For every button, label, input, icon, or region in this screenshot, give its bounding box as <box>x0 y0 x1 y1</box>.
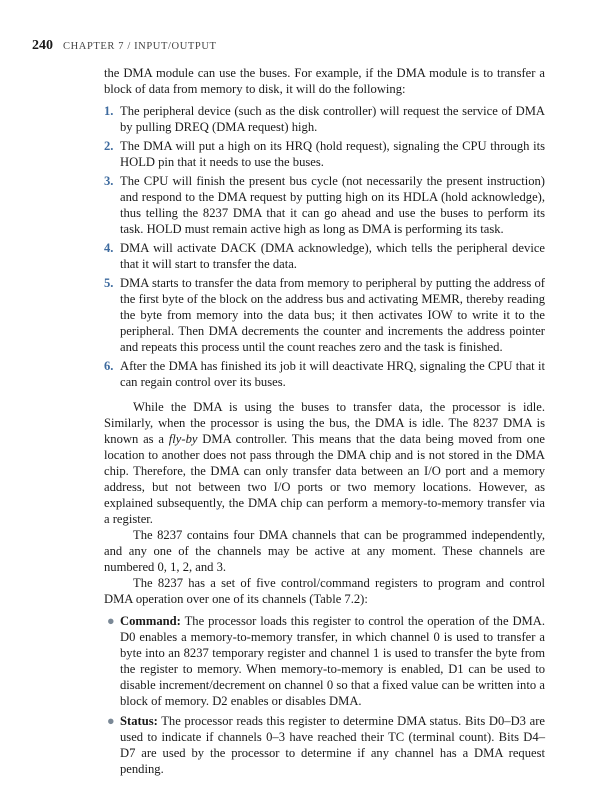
bullet-icon: ● <box>107 714 115 728</box>
list-item <box>104 613 545 709</box>
registers-list <box>104 613 545 777</box>
list-item <box>104 358 545 390</box>
channels-paragraph: The 8237 contains four DMA channels that can be programmed independently, and any one of the channels may be active at any moment. These channels are numbered 0, 1, 2, and 3. <box>104 528 545 574</box>
register-description: The processor loads this register to control the operation of the DMA. D0 enables a memory-to-memory transfer, in which channel 0 is used to transfer a byte into an 8237 temporary register and channel 1 is used to transfer the byte from the register to memory. When memory-to-memory is enabled, D1 can be used to disable increment/decrement on channel 0 so that a fixed value can be written into a block of memory. D2 enables or disables DMA. <box>120 614 545 708</box>
step-text: The DMA will put a high on its HRQ (hold request), signaling the CPU through its HOLD pin that it needs to use the buses. <box>120 139 545 169</box>
fly-by-paragraph: While the DMA is using the buses to transfer data, the processor is idle. Similarly, when the processor is using the bus, the DMA is idle. The 8237 DMA is known as a fly-by DMA controller. This means that the data being moved from one location to another does not pass through the DMA chip and is not stored in the DMA chip. Therefore, the DMA can only transfer data between an I/O port and a memory address, but not between two I/O ports or two memory locations. However, as explained subsequently, the DMA chip can perform a memory-to-memory transfer via a register. <box>104 400 545 526</box>
chapter-title: CHAPTER 7 / INPUT/OUTPUT <box>63 41 217 52</box>
registers-paragraph: The 8237 has a set of five control/command registers to program and control DMA operation over one of its channels (Table 7.2): <box>104 576 545 606</box>
register-name: Command: <box>120 614 181 628</box>
step-text: After the DMA has finished its job it will deactivate HRQ, signaling the CPU that it can regain control over its buses. <box>120 359 545 389</box>
fly-by-term: fly-by <box>168 432 198 446</box>
page-body <box>104 65 545 781</box>
step-number: 2. <box>104 139 114 153</box>
list-item <box>104 173 545 237</box>
list-item <box>104 103 545 135</box>
register-description: The processor reads this register to determine DMA status. Bits D0–D3 are used to indicate if channels 0–3 have reached their TC (terminal count). Bits D4–D7 are used by the processor to determine if any channel has a DMA request pending. <box>120 714 545 776</box>
step-number: 6. <box>104 359 114 373</box>
register-name: Status: <box>120 714 158 728</box>
dma-steps-list <box>104 103 545 390</box>
page-header <box>32 36 217 54</box>
step-text: The CPU will finish the present bus cycle (not necessarily the present instruction) and respond to the DMA request by putting high on its HDLA (hold acknowledge), thus telling the 8237 DMA that it can go ahead and use the buses to perform its task. HOLD must remain active high as long as DMA is performing its task. <box>120 174 545 236</box>
step-text: DMA will activate DACK (DMA acknowledge), which tells the peripheral device that it will start to transfer the data. <box>120 241 545 271</box>
list-item <box>104 713 545 777</box>
step-number: 4. <box>104 241 114 255</box>
step-number: 1. <box>104 104 114 118</box>
step-number: 3. <box>104 174 114 188</box>
list-item <box>104 275 545 355</box>
list-item <box>104 138 545 170</box>
intro-paragraph: the DMA module can use the buses. For example, if the DMA module is to transfer a block of data from memory to disk, it will do the following: <box>104 66 545 96</box>
step-number: 5. <box>104 276 114 290</box>
list-item <box>104 240 545 272</box>
step-text: DMA starts to transfer the data from memory to peripheral by putting the address of the first byte of the block on the address bus and activating MEMR, thereby reading the byte from memory into the data bus; it then activates IOW to write it to the peripheral. Then DMA decrements the counter and increments the address pointer and repeats this process until the count reaches zero and the task is finished. <box>120 276 545 354</box>
step-text: The peripheral device (such as the disk controller) will request the service of DMA by pulling DREQ (DMA request) high. <box>120 104 545 134</box>
page-number: 240 <box>32 38 53 53</box>
bullet-icon: ● <box>107 614 115 628</box>
